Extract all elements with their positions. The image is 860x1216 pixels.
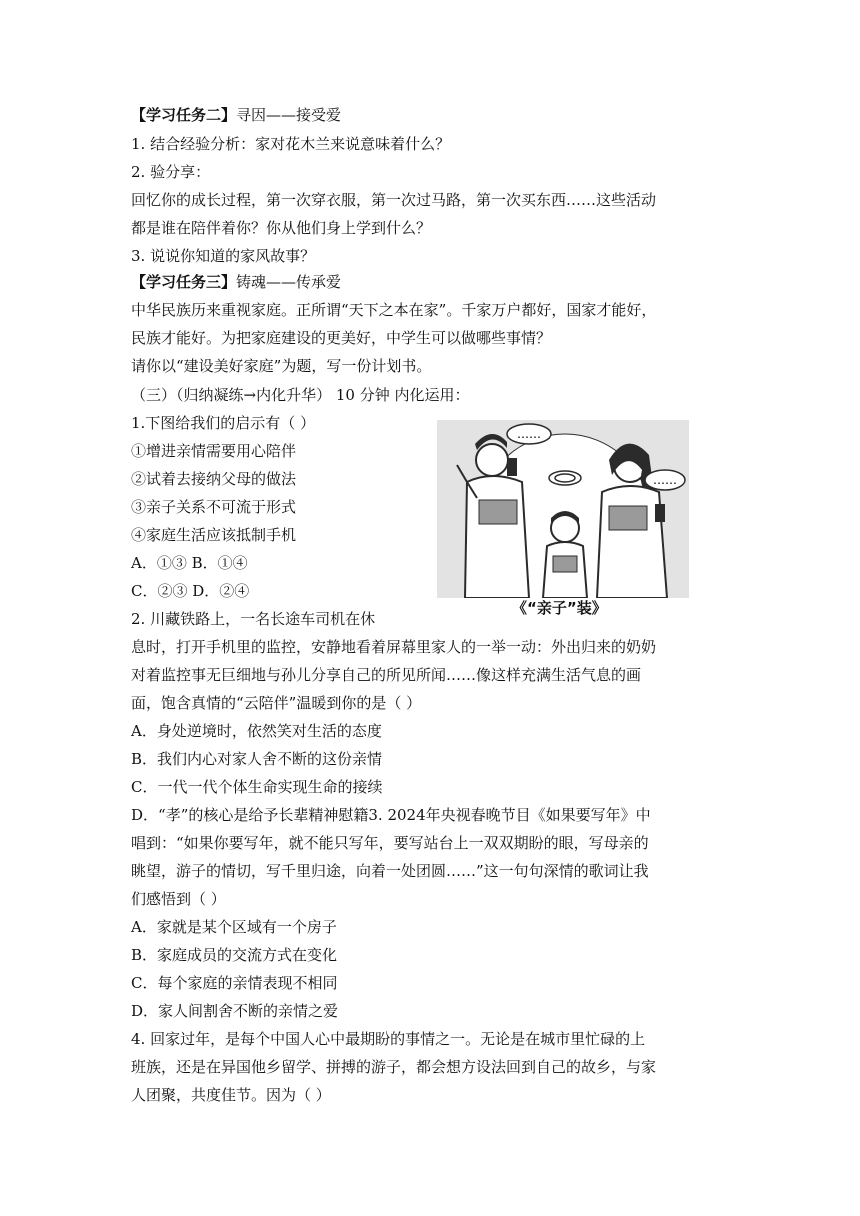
line-text: C．每个家庭的亲情表现不相同 (131, 974, 338, 992)
line-text: 人团聚，共度佳节。因为（ ） (131, 1086, 331, 1104)
line-text: ②试着去接纳父母的做法 (131, 470, 297, 488)
line-text: 3. 说说你知道的家风故事？ (131, 247, 316, 265)
text-line (131, 272, 341, 292)
mother-shirt-print (609, 506, 647, 530)
line-text: 回忆你的成长过程，第一次穿衣服，第一次过马路，第一次买东西……这些活动 (131, 191, 657, 209)
task-heading: 【学习任务三】 (131, 273, 237, 291)
father-phone (507, 458, 517, 476)
text-line (131, 917, 337, 937)
line-text: D．家人间割舍不断的亲情之爱 (131, 1002, 339, 1020)
line-text: 4. 回家过年，是每个中国人心中最期盼的事情之一。无论是在城市里忙碌的上 (131, 1030, 646, 1048)
line-text: A．家就是某个区域有一个房子 (131, 918, 337, 936)
task-heading: 【学习任务二】 (131, 106, 237, 124)
text-line (131, 1029, 645, 1049)
text-line (131, 413, 315, 433)
text-line (131, 581, 249, 601)
line-text: C．一代一代个体生命实现生命的接续 (131, 778, 383, 796)
figure-caption: 《“亲子”装》 (512, 599, 607, 617)
text-line (131, 162, 210, 182)
text-line (131, 356, 431, 376)
line-text: 面，饱含真情的“云陪伴”温暖到你的是（ ） (131, 694, 422, 712)
family-cartoon-svg (437, 420, 689, 598)
father-head (476, 444, 508, 476)
line-text: 息时，打开手机里的监控，安静地看着屏幕里家人的一举一动：外出归来的奶奶 (131, 638, 657, 656)
text-line (131, 134, 450, 154)
text-line (131, 469, 296, 489)
line-text: 2. 验分享： (131, 163, 211, 181)
text-line (131, 945, 337, 965)
text-line (131, 889, 226, 909)
line-text: 班族，还是在异国他乡留学、拼搏的游子，都会想方设法回到自己的故乡，与家 (131, 1058, 657, 1076)
text-line (131, 777, 382, 797)
text-line (131, 833, 649, 853)
text-line (131, 328, 551, 348)
text-line (131, 1057, 656, 1077)
text-line (131, 721, 382, 741)
father-shirt-print (479, 500, 517, 524)
text-line (131, 637, 656, 657)
line-text: 民族才能好。为把家庭建设的更美好，中学生可以做哪些事情？ (131, 329, 552, 347)
line-text: ④家庭生活应该抵制手机 (131, 526, 297, 544)
parent-child-outfit-illustration (437, 420, 689, 598)
text-line (131, 218, 431, 238)
mother-shirt (597, 486, 667, 598)
line-text: B．家庭成员的交流方式在变化 (131, 946, 338, 964)
text-line (131, 190, 656, 210)
text-line (131, 525, 296, 545)
line-text: A．身处逆境时，依然笑对生活的态度 (131, 722, 382, 740)
line-text: ①增进亲情需要用心陪伴 (131, 442, 297, 460)
text-line (131, 609, 375, 629)
text-line (131, 385, 469, 405)
text-line (131, 553, 248, 573)
line-text: 1. 结合经验分析：家对花木兰来说意味着什么？ (131, 135, 451, 153)
line-text: 寻因——接受爱 (236, 106, 342, 124)
text-line (131, 1085, 331, 1105)
child-shirt-print (553, 556, 577, 572)
text-line (131, 973, 337, 993)
mother-phone (655, 504, 665, 522)
line-text: 铸魂——传承爱 (236, 273, 342, 291)
line-text: D．“孝”的核心是给予长辈精神慰籍3. 2024年央视春晚节目《如果要写年》中 (131, 806, 651, 824)
line-text: （三）（归纳凝练→内化升华） 10 分钟 内化运用： (131, 386, 470, 404)
line-text: 对着监控事无巨细地与孙儿分享自己的所见所闻……像这样充满生活气息的画 (131, 666, 642, 684)
text-line (131, 441, 296, 461)
text-line (131, 861, 649, 881)
line-text: 都是谁在陪伴着你？你从他们身上学到什么？ (131, 219, 432, 237)
line-text: 中华民族历来重视家庭。正所谓“天下之本在家”。千家万户都好，国家才能好， (131, 301, 657, 319)
line-text: A．①③ B．①④ (131, 554, 248, 572)
text-line (131, 105, 341, 125)
text-line (131, 749, 382, 769)
line-text: 们感悟到（ ） (131, 890, 226, 908)
father-bubble-dots: …… (517, 427, 541, 441)
line-text: 请你以“建设美好家庭”为题，写一份计划书。 (131, 357, 432, 375)
line-text: 眺望，游子的情切，写千里归途，向着一处团圆……”这一句句深情的歌词让我 (131, 862, 649, 880)
text-line (131, 805, 651, 825)
line-text: B．我们内心对家人舍不断的这份亲情 (131, 750, 383, 768)
line-text: 1.下图给我们的启示有（ ） (131, 414, 316, 432)
text-line (131, 497, 296, 517)
text-line (131, 246, 315, 266)
line-text: C．②③ D．②④ (131, 582, 250, 600)
text-line (131, 1001, 338, 1021)
text-line (131, 693, 421, 713)
mother-bubble-dots: …… (653, 473, 677, 487)
text-line (131, 665, 641, 685)
line-text: 唱到：“如果你要写年，就不能只写年，要写站台上一双双期盼的眼，写母亲的 (131, 834, 649, 852)
line-text: 2. 川藏铁路上，一名长途车司机在休 (131, 610, 376, 628)
text-line (131, 300, 656, 320)
line-text: ③亲子关系不可流于形式 (131, 498, 297, 516)
